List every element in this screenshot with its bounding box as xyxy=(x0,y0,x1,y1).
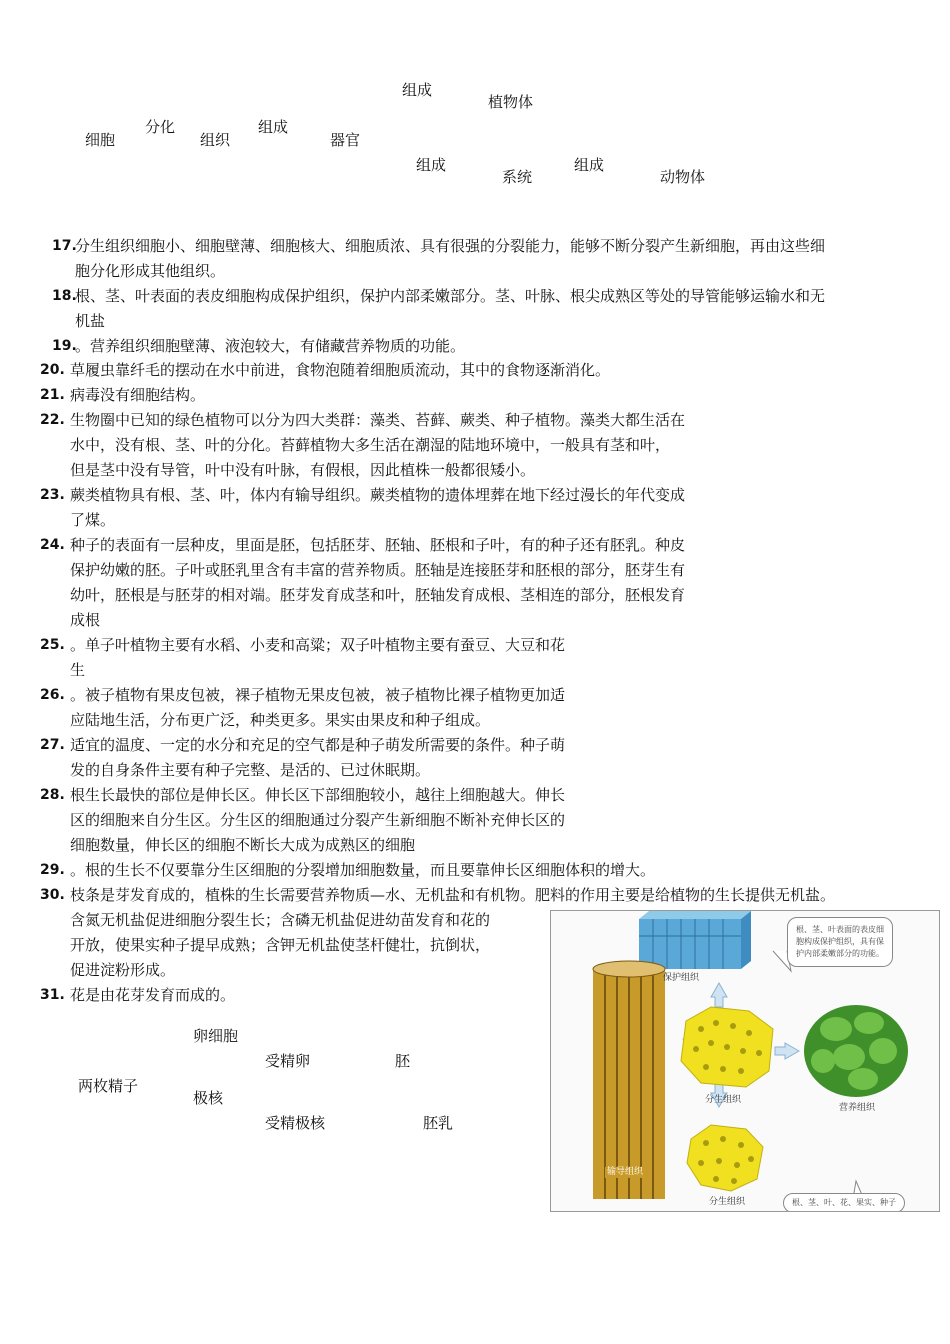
item-line: 成根 xyxy=(70,611,101,629)
item-line: 了煤。 xyxy=(70,511,116,529)
item-line: 适宜的温度、一定的水分和充足的空气都是种子萌发所需要的条件。种子萌 xyxy=(70,736,566,754)
label-protective-tissue: 保护组织 xyxy=(663,973,700,983)
item-line: 但是茎中没有导管，叶中没有叶脉，有假根，因此植株一般都很矮小。 xyxy=(70,461,536,479)
label-animal-body: 动物体 xyxy=(660,168,706,186)
item-number: 31. xyxy=(40,987,65,1003)
item-line: 发的自身条件主要有种子完整、是活的、已过休眠期。 xyxy=(70,761,431,779)
item-line: 机盐 xyxy=(75,312,106,330)
item-line: 枝条是芽发育成的，植株的生长需要营养物质—水、无机盐和有机物。肥料的作用主要是给植物的生长提供无机盐。 xyxy=(70,886,836,904)
item-line: 应陆地生活，分布更广泛，种类更多。果实由果皮和种子组成。 xyxy=(70,711,491,729)
item-line: 水中，没有根、茎、叶的分化。苔藓植物大多生活在潮湿的陆地环境中，一般具有茎和叶， xyxy=(70,436,671,454)
item-number: 26. xyxy=(40,687,65,703)
item-number: 27. xyxy=(40,737,65,753)
item-line: 分生组织细胞小、细胞壁薄、细胞核大、细胞质浓、具有很强的分裂能力，能够不断分裂产生新细胞，再由这些细 xyxy=(75,237,826,255)
item-line: 。被子植物有果皮包被，裸子植物无果皮包被，被子植物比裸子植物更加适 xyxy=(70,686,566,704)
label-differentiate: 分化 xyxy=(145,118,176,136)
callout-line: 根、茎、叶表面的表皮细 xyxy=(796,925,884,934)
nutrient-tissue-image xyxy=(804,1005,908,1097)
label-meristem-tissue: 分生组织 xyxy=(705,1095,742,1105)
item-line: 区的细胞来自分生区。分生区的细胞通过分裂产生新细胞不断补充伸长区的 xyxy=(70,811,566,829)
item-number: 21. xyxy=(40,387,65,403)
label-organ: 器官 xyxy=(330,131,361,149)
item-line: 胞分化形成其他组织。 xyxy=(75,262,226,280)
label-fertilized-polar: 受精极核 xyxy=(265,1114,326,1132)
item-line: 开放，使果实种子提早成熟；含钾无机盐使茎杆健壮，抗倒状， xyxy=(70,936,491,954)
item-line: 细胞数量，伸长区的细胞不断长大成为成熟区的细胞 xyxy=(70,836,416,854)
plant-tissue-figure xyxy=(550,910,940,1212)
callout-protective xyxy=(787,917,893,967)
label-compose-system: 组成 xyxy=(416,156,447,174)
label-zygote: 受精卵 xyxy=(265,1052,311,1070)
label-endosperm: 胚乳 xyxy=(423,1114,454,1132)
item-line: 种子的表面有一层种皮，里面是胚，包括胚芽、胚轴、胚根和子叶，有的种子还有胚乳。种皮 xyxy=(70,536,686,554)
item-line: 病毒没有细胞结构。 xyxy=(70,386,206,404)
label-conducting-tissue: 输导组织 xyxy=(607,1167,644,1177)
item-line: 花是由花芽发育而成的。 xyxy=(70,986,236,1004)
item-line: 蕨类植物具有根、茎、叶，体内有输导组织。蕨类植物的遗体埋葬在地下经过漫长的年代变成 xyxy=(70,486,686,504)
item-number: 24. xyxy=(40,537,65,553)
label-two-sperms: 两枚精子 xyxy=(78,1077,139,1095)
item-line: 促进淀粉形成。 xyxy=(70,961,176,979)
label-compose: 组成 xyxy=(258,118,289,136)
callout-line: 根、茎、叶、花、果实、种子 xyxy=(792,1198,896,1207)
item-number: 29. xyxy=(40,862,65,878)
item-line: 含氮无机盐促进细胞分裂生长；含磷无机盐促进幼苗发育和花的 xyxy=(70,911,491,929)
label-nutrient-tissue: 营养组织 xyxy=(839,1103,876,1113)
item-line: 草履虫靠纤毛的摆动在水中前进，食物泡随着细胞质流动，其中的食物逐渐消化。 xyxy=(70,361,611,379)
item-line: 。营养组织细胞壁薄、液泡较大，有储藏营养物质的功能。 xyxy=(75,337,466,355)
item-line: 。单子叶植物主要有水稻、小麦和高粱；双子叶植物主要有蚕豆、大豆和花 xyxy=(70,636,566,654)
item-line: 根、茎、叶表面的表皮细胞构成保护组织，保护内部柔嫩部分。茎、叶脉、根尖成熟区等处的导管能够运输水和无 xyxy=(75,287,826,305)
item-number: 23. xyxy=(40,487,65,503)
callout-line: 护内部柔嫩部分的功能。 xyxy=(796,949,884,958)
label-system: 系统 xyxy=(502,168,533,186)
item-line: 保护幼嫩的胚。子叶或胚乳里含有丰富的营养物质。胚轴是连接胚芽和胚根的部分，胚芽生有 xyxy=(70,561,686,579)
label-plant-body: 植物体 xyxy=(488,93,534,111)
item-number: 30. xyxy=(40,887,65,903)
item-line: 幼叶，胚根是与胚芽的相对端。胚芽发育成茎和叶，胚轴发育成根、茎相连的部分，胚根发育 xyxy=(70,586,686,604)
item-line: 。根的生长不仅要靠分生区细胞的分裂增加细胞数量，而且要靠伸长区细胞体积的增大。 xyxy=(70,861,656,879)
callout-line: 胞构成保护组织，具有保 xyxy=(796,937,884,946)
callout-organs xyxy=(783,1193,905,1212)
item-number: 22. xyxy=(40,412,65,428)
protective-tissue-image xyxy=(639,911,751,969)
item-number: 19. xyxy=(52,338,77,354)
item-number: 20. xyxy=(40,362,65,378)
label-egg: 卵细胞 xyxy=(193,1027,239,1045)
label-embryo: 胚 xyxy=(395,1052,411,1070)
label-compose-plant: 组成 xyxy=(402,81,433,99)
item-line: 根生长最快的部位是伸长区。伸长区下部细胞较小，越往上细胞越大。伸长 xyxy=(70,786,566,804)
item-line: 生物圈中已知的绿色植物可以分为四大类群：藻类、苔藓、蕨类、种子植物。藻类大都生活在 xyxy=(70,411,686,429)
item-number: 28. xyxy=(40,787,65,803)
label-compose-animal: 组成 xyxy=(574,156,605,174)
item-number: 17. xyxy=(52,238,77,254)
label-tissue: 组织 xyxy=(200,131,231,149)
conducting-tissue-image xyxy=(593,961,665,1199)
label-cell: 细胞 xyxy=(85,131,116,149)
item-number: 25. xyxy=(40,637,65,653)
label-polar-nuclei: 极核 xyxy=(193,1089,224,1107)
label-meristem-tissue-2: 分生组织 xyxy=(709,1197,746,1207)
item-number: 18. xyxy=(52,288,77,304)
item-line: 生 xyxy=(70,661,86,679)
